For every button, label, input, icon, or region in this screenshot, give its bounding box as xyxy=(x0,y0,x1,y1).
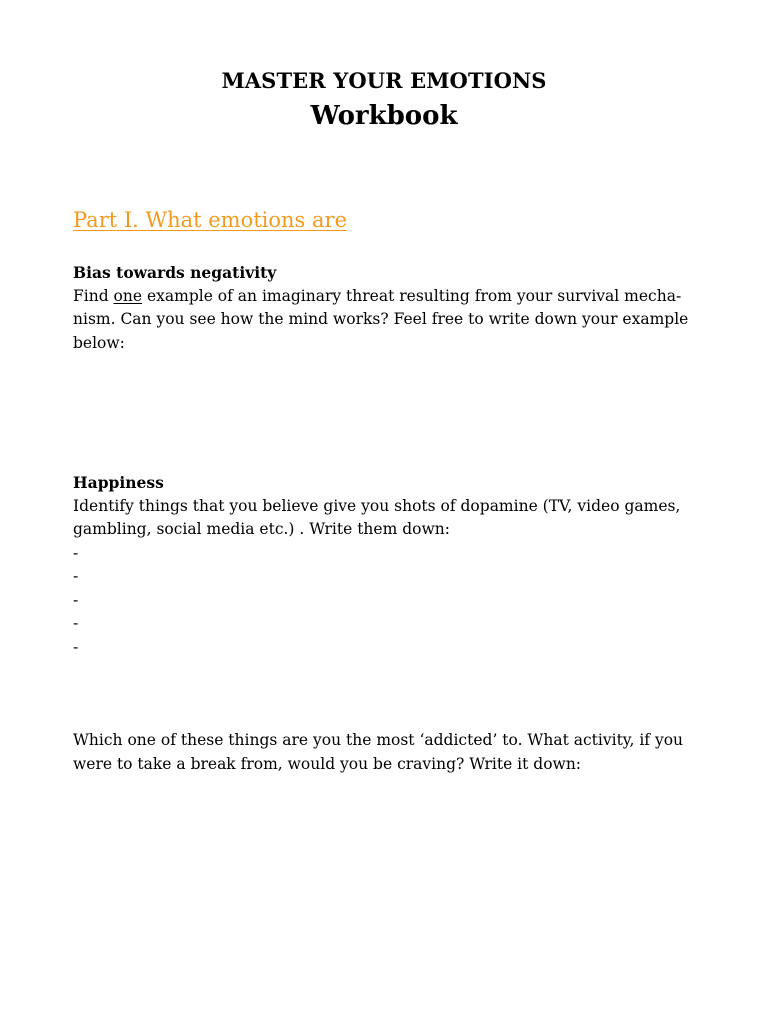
list-item: - xyxy=(73,567,79,585)
document-title: MASTER YOUR EMOTIONS xyxy=(221,68,547,93)
bias-heading: Bias towards negativity xyxy=(73,263,277,282)
list-item: - xyxy=(73,590,79,609)
document-subtitle: Workbook xyxy=(310,101,458,131)
happiness-heading: Happiness xyxy=(73,473,164,492)
bias-instructions xyxy=(73,285,693,356)
list-item: - xyxy=(73,543,79,562)
dopamine-list xyxy=(73,542,693,660)
addiction-section xyxy=(73,729,693,776)
bias-text-after: example of an imaginary threat resulting from your survival mecha-nism. Can you see how the mind works? Feel free to write down your example below: xyxy=(73,286,689,352)
list-item: - xyxy=(73,614,79,632)
list-item: - xyxy=(73,637,79,656)
addiction-question: Which one of these things are you the most ‘addicted’ to. What activity, if you were to take a break from, would you be craving? Write it down: xyxy=(73,731,684,773)
bias-section xyxy=(73,261,693,355)
bias-text-before: Find xyxy=(73,286,114,305)
happiness-section xyxy=(73,471,693,659)
section-heading-part-1: Part I. What emotions are xyxy=(73,208,347,232)
happiness-instructions: Identify things that you believe give you shots of dopamine (TV, video games, gambling, social media etc.) . Write them down: xyxy=(73,496,681,538)
bias-text-underlined: one xyxy=(113,286,143,305)
